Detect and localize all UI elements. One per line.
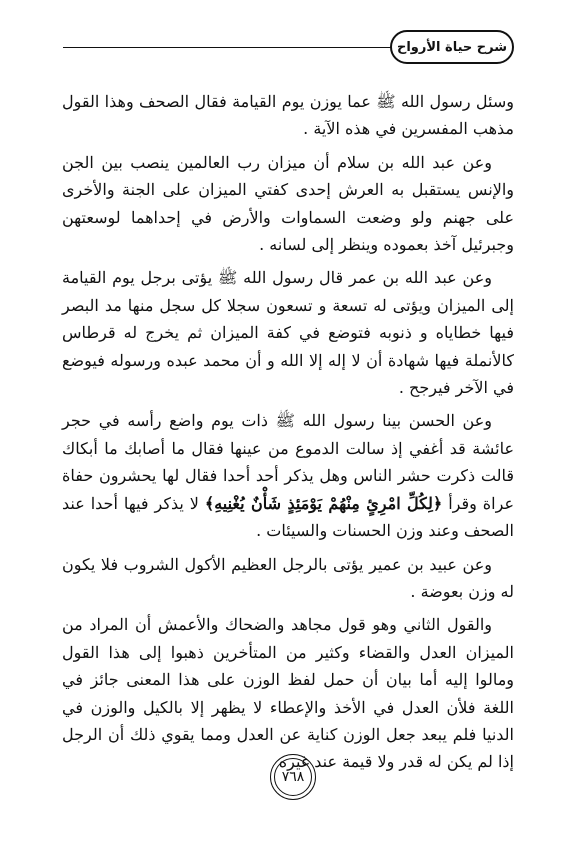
paragraph-5: وعن عبيد بن عمير يؤتى بالرجل العظيم الأكول الشروب فلا يكون له وزن بعوضة .: [62, 554, 514, 601]
page-number-badge: [270, 754, 316, 800]
paragraph-6: والقول الثاني وهو قول مجاهد والضحاك والأعمش أن المراد من الميزان العدل والقضاء وكثير من المتأخرين ذهبوا إلى هذا القول ومالوا إليه أما بيان أن حمل لفظ الوزن على هذا المعنى جائز في اللغة فلأن العدل في الأخذ والإعطاء لا يظهر إلا بالكيل والوزن في الدنيا فلم يبعد جعل الوزن كناية عن العدل ومما يقوي ذلك أن الرجل إذا لم يكن له قدر ولا قيمة عند غيره: [62, 615, 514, 772]
running-header: [390, 30, 514, 64]
paragraph-1: وسئل رسول الله ﷺ عما يوزن يوم القيامة فقال الصحف وهذا القول مذهب المفسرين في هذه الآية .: [62, 92, 515, 139]
paragraph-3: وعن عبد الله بن عمر قال رسول الله ﷺ يؤتى برجل يوم القيامة إلى الميزان ويؤتى له تسعة و تسعون سجلا كل سجل منها مد البصر فيها خطاياه و ذنوبه فتوضع في كفة الميزان ثم يخرج له قرطاس كالأنملة فيها شهادة أن لا إله إلا الله و أن محمد عبده ورسوله فيوضع في الآخر فيرجح .: [62, 268, 514, 398]
quran-verse: ﴿لِكُلِّ امْرِئٍ مِنْهُمْ يَوْمَئِذٍ شَأْنٌ يُغْنِيهِ﴾: [204, 493, 443, 513]
paragraph-4: [62, 407, 514, 544]
running-header-title: شرح حياة الأرواح: [396, 39, 508, 55]
page-number: ٧٦٨: [281, 769, 305, 785]
paragraph-4-before: وعن الحسن بينا رسول الله ﷺ ذات يوم واضع رأسه في حجر عائشة قد أغفي إذ سالت الدموع من عينها فقال ما أصابك ما أبكاك قالت ذكرت حشر الناس وهل يذكر أحد أحدا فقال لها يحشرون حفاة عراة وقرأ: [62, 411, 514, 513]
header-rule: [63, 47, 392, 48]
page-body: [62, 88, 514, 782]
paragraph-4-after: لا يذكر فيها أحدا عند الصحف وعند وزن الحسنات والسيئات .: [62, 493, 514, 541]
paragraph-2: وعن عبد الله بن سلام أن ميزان رب العالمين ينصب بين الجن والإنس يستقبل به العرش إحدى كفتي الميزان على الجنة والأخرى على جهنم ولو وضعت السماوات والأرض في إحداهما لوسعتهن وجبرئيل آخذ بعموده وينظر إلى لسانه .: [62, 152, 514, 255]
